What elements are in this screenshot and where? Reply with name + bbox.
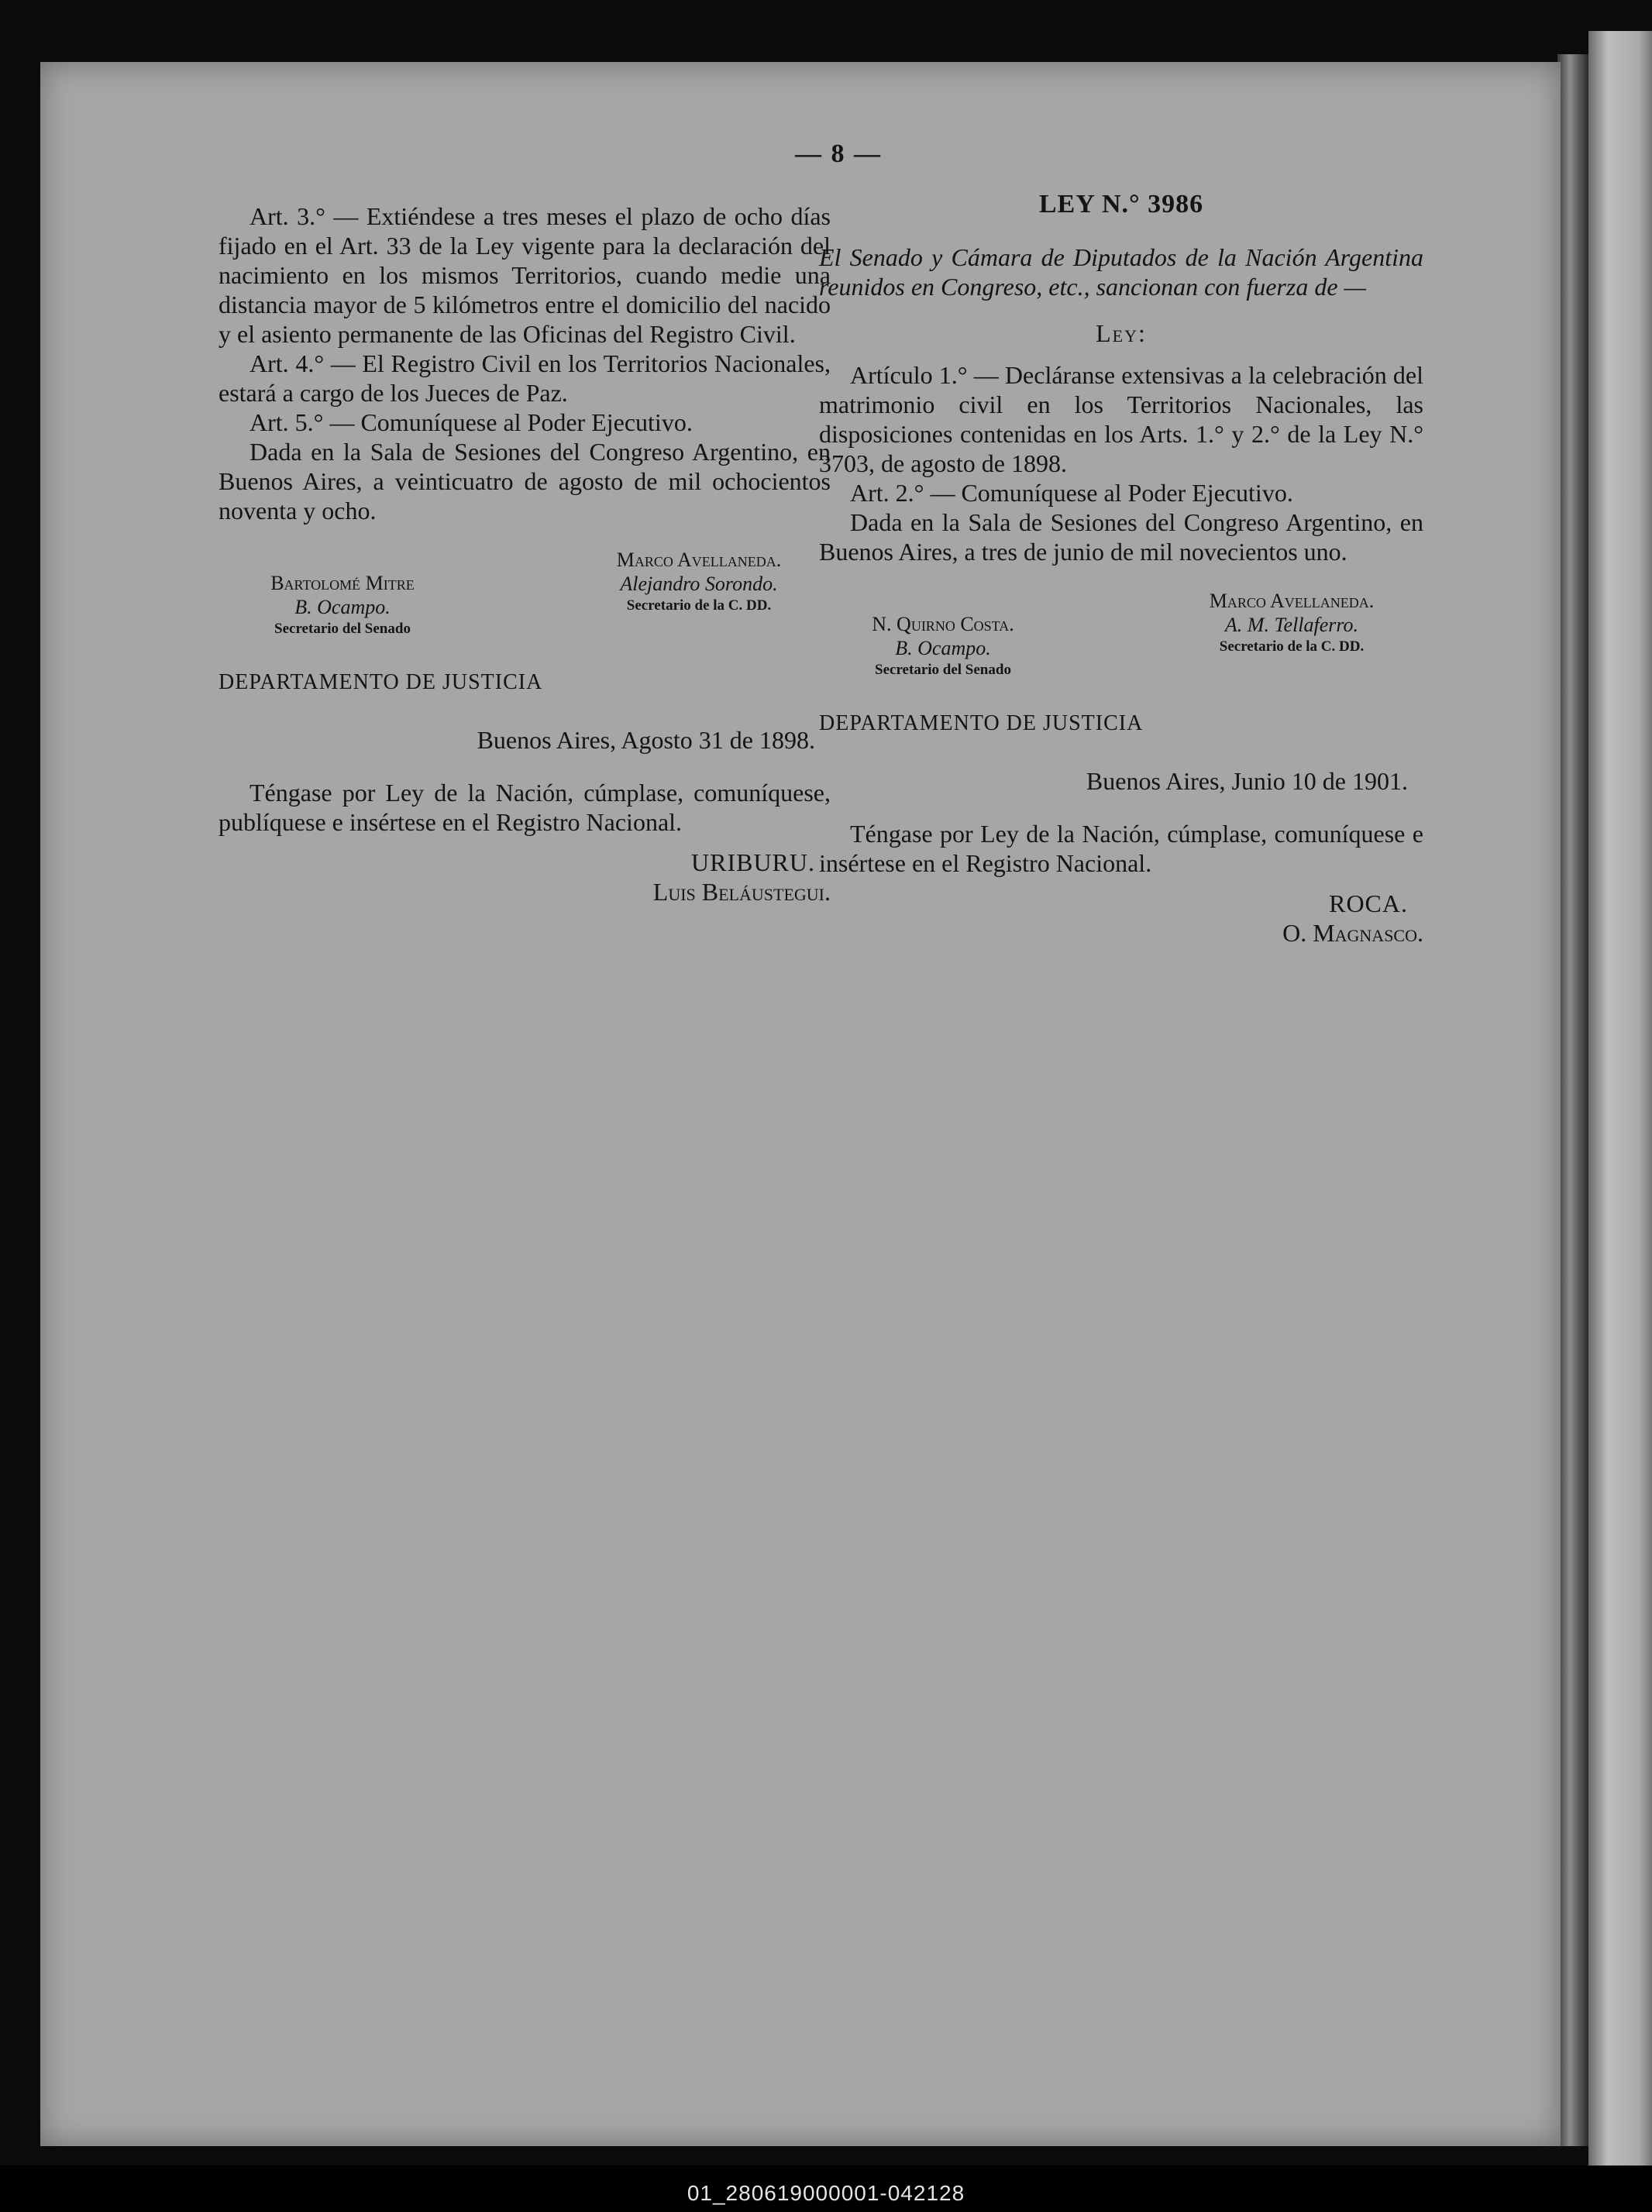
left-signature-senate <box>219 572 466 638</box>
signature-secretary: B. Ocampo. <box>294 596 391 618</box>
signature-name: Bartolomé Mitre <box>270 572 415 594</box>
right-column <box>819 190 1423 948</box>
law-preamble: El Senado y Cámara de Diputados de la Nación Argentina reunidos en Congreso, etc., sancionan con fuerza de — <box>819 243 1423 301</box>
left-column <box>219 201 831 906</box>
signer-president: URIBURU. <box>690 848 815 876</box>
right-signature-senate <box>819 613 1067 679</box>
right-signature-chamber <box>1160 590 1423 656</box>
right-department-heading: DEPARTAMENTO DE JUSTICIA <box>819 711 1144 735</box>
left-signers <box>219 848 831 906</box>
left-given-clause: Dada en la Sala de Sesiones del Congreso Argentino, en Buenos Aires, a veinticuatro de agosto de mil ochocientos noventa y ocho. <box>219 438 831 525</box>
signature-secretary: B. Ocampo. <box>895 637 991 659</box>
right-date: Buenos Aires, Junio 10 de 1901. <box>1086 767 1408 795</box>
left-article-5: Art. 5.° — Comuníquese al Poder Ejecutivo. <box>250 408 693 436</box>
signer-president: ROCA. <box>1329 889 1408 917</box>
right-given-clause: Dada en la Sala de Sesiones del Congreso Argentino, en Buenos Aires, a tres de junio de mil novecientos uno. <box>819 508 1423 566</box>
law-title: LEY N.° 3986 <box>1038 190 1204 218</box>
signature-role: Secretario de la C. DD. <box>1219 638 1365 655</box>
right-closing: Téngase por Ley de la Nación, cúmplase, comuníquese e insértese en el Registro Nacional. <box>819 820 1423 877</box>
left-signatures <box>219 549 831 649</box>
document-page <box>40 62 1561 2146</box>
left-article-3: Art. 3.° — Extiéndese a tres meses el plazo de ocho días fijado en el Art. 33 de la Ley vigente para la declaración del nacimiento en los mismos Territorios, cuando medie una distancia mayor de 5 kilómetros entre el domicilio del nacido y el asiento permanente de las Oficinas del Registro Civil. <box>219 202 831 348</box>
signer-minister: Luis Beláustegui. <box>652 878 831 906</box>
signature-name: N. Quirno Costa. <box>872 613 1014 635</box>
signature-name: Marco Avellaneda. <box>616 549 782 571</box>
next-page-edge <box>1588 31 1652 2169</box>
left-signature-chamber <box>567 549 831 615</box>
right-article-1: Artículo 1.° — Decláranse extensivas a la celebración del matrimonio civil en los Territorios Nacionales, las disposiciones contenidas en los Arts. 1.° y 2.° de la Ley N.° 3703, de agosto de 1898. <box>819 361 1423 477</box>
signature-secretary: Alejandro Sorondo. <box>620 573 778 595</box>
left-date: Buenos Aires, Agosto 31 de 1898. <box>477 726 815 754</box>
right-signers <box>819 889 1423 948</box>
signature-role: Secretario de la C. DD. <box>626 597 772 614</box>
image-id-caption: 01_280619000001-042128 <box>687 2181 965 2205</box>
page-number: — 8 — <box>795 139 882 168</box>
signature-name: Marco Avellaneda. <box>1209 590 1375 612</box>
book-spine <box>1557 54 1588 2146</box>
signature-secretary: A. M. Tellaferro. <box>1224 614 1359 636</box>
signer-minister: O. Magnasco. <box>1282 919 1423 947</box>
left-department-heading: DEPARTAMENTO DE JUSTICIA <box>219 670 543 694</box>
ley-heading: Ley: <box>1096 319 1147 347</box>
signature-role: Secretario del Senado <box>274 621 411 637</box>
left-closing: Téngase por Ley de la Nación, cúmplase, comuníquese, publíquese e insértese en el Registro Nacional. <box>219 779 831 836</box>
left-article-4: Art. 4.° — El Registro Civil en los Territorios Nacionales, estará a cargo de los Jueces de Paz. <box>219 349 831 407</box>
right-signatures <box>819 590 1423 690</box>
signature-role: Secretario del Senado <box>875 662 1011 678</box>
right-article-2: Art. 2.° — Comuníquese al Poder Ejecutivo. <box>850 479 1293 507</box>
